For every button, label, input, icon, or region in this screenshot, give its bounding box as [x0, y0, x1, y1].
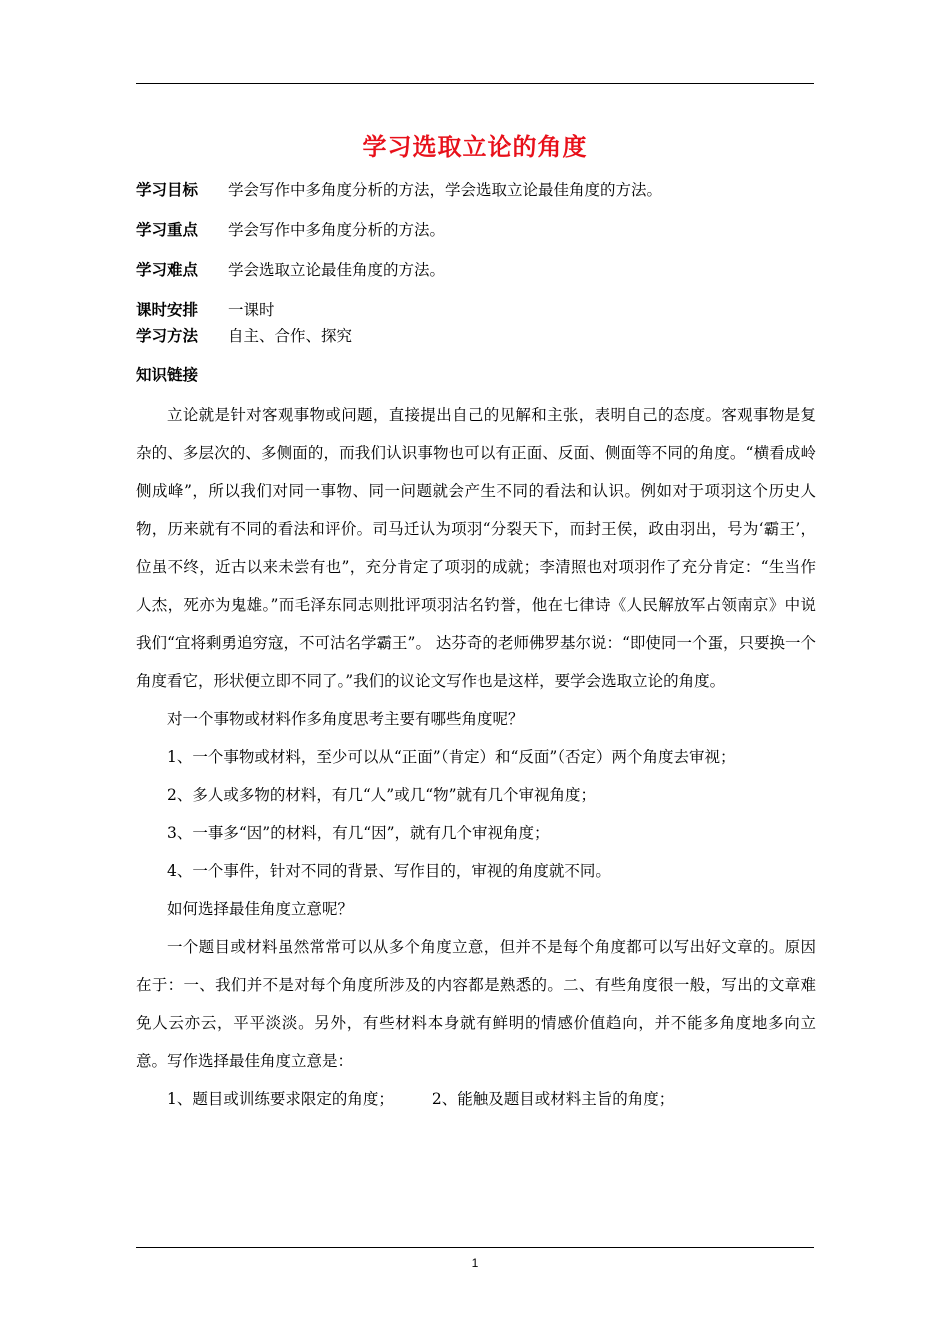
page-number: 1 [471, 1256, 479, 1270]
meta-value: 学会写作中多角度分析的方法，学会选取立论最佳角度的方法。 [228, 181, 663, 199]
header-rule [136, 83, 814, 84]
angle-item: 3、一事多“因”的材料，有几“因”，就有几个审视角度； [167, 824, 550, 842]
meta-label: 学习目标 [136, 181, 199, 199]
meta-label: 学习难点 [136, 261, 199, 279]
criteria-line [136, 1080, 816, 1118]
meta-value: 一课时 [228, 301, 275, 319]
best-angle-paragraph: 一个题目或材料虽然常常可以从多个角度立意，但并不是每个角度都可以写出好文章的。原因在于：一、我们并不是对每个角度所涉及的内容都是熟悉的。二、有些角度很一般，写出的文章难免人云亦云，平平淡淡。另外，有些材料本身就有鲜明的情感价值趋向，并不能多角度地多向立意。写作选择最佳角度立意是： [136, 938, 816, 1070]
document-title: 学习选取立论的角度 [362, 133, 588, 161]
meta-label: 课时安排 [136, 301, 199, 319]
criteria-item: 2、能触及题目或材料主旨的角度； [431, 1090, 675, 1108]
meta-label: 学习重点 [136, 221, 199, 239]
body-text [136, 396, 816, 1118]
angle-item: 4、一个事件，针对不同的背景、写作目的，审视的角度就不同。 [167, 862, 611, 880]
criteria-item: 1、题目或训练要求限定的角度； [167, 1090, 394, 1108]
meta-row-focus [136, 219, 445, 241]
meta-row-schedule [136, 299, 275, 321]
intro-paragraph: 立论就是针对客观事物或问题，直接提出自己的见解和主张，表明自己的态度。客观事物是复杂的、多层次的、多侧面的，而我们认识事物也可以有正面、反面、侧面等不同的角度。“横看成岭侧成峰”，所以我们对同一事物、同一问题就会产生不同的看法和认识。例如对于项羽这个历史人物，历来就有不同的看法和评价。司马迁认为项羽“分裂天下，而封王侯，政由羽出，号为‘霸王’，位虽不终，近古以来未尝有也”，充分肯定了项羽的成就；李清照也对项羽作了充分肯定：“生当作人杰，死亦为鬼雄。”而毛泽东同志则批评项羽沽名钓誉，他在七律诗《人民解放军占领南京》中说我们“宜将剩勇追穷寇，不可沽名学霸王”。 达芬奇的老师佛罗基尔说：“即使同一个蛋，只要换一个角度看它，形状便立即不同了。”我们的议论文写作也是这样，要学会选取立论的角度。 [136, 406, 816, 690]
meta-row-goal [136, 179, 662, 201]
meta-value: 学会写作中多角度分析的方法。 [228, 221, 446, 239]
meta-label: 学习方法 [136, 327, 199, 345]
meta-value: 学会选取立论最佳角度的方法。 [228, 261, 446, 279]
meta-value: 自主、合作、探究 [228, 327, 353, 345]
angle-item: 2、多人或多物的材料，有几“人”或几“物”就有几个审视角度； [167, 786, 597, 804]
footer-rule [136, 1247, 814, 1248]
meta-row-difficulty [136, 259, 445, 281]
section-heading: 知识链接 [136, 366, 199, 384]
question-paragraph: 如何选择最佳角度立意呢？ [167, 900, 354, 918]
question-paragraph: 对一个事物或材料作多角度思考主要有哪些角度呢？ [167, 710, 524, 728]
angle-item: 1、一个事物或材料，至少可以从“正面”（肯定）和“反面”（否定）两个角度去审视； [167, 748, 736, 766]
meta-row-method [136, 325, 352, 347]
